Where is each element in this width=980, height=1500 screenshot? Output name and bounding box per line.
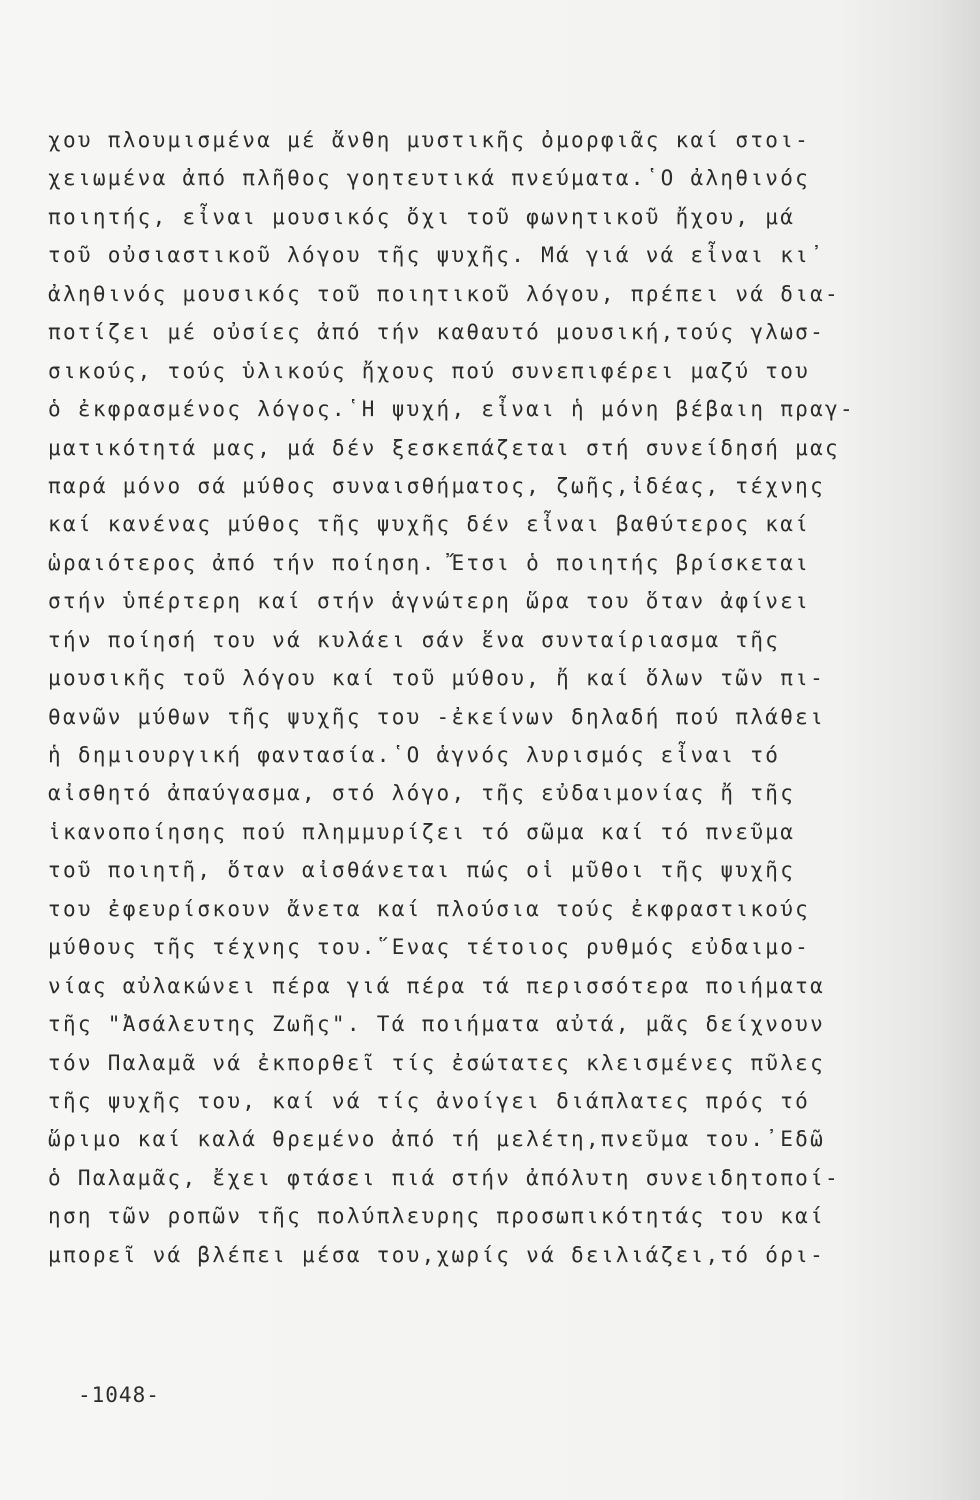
body-text [48, 121, 928, 1274]
text-line: μύθους τῆς τέχνης του.῞Ενας τέτοιος ρυθμός εὐδαιμο- [48, 935, 811, 960]
text-line: μουσικῆς τοῦ λόγου καί τοῦ μύθου, ἤ καί ὅλων τῶν πι- [48, 666, 826, 691]
text-line: παρά μόνο σά μύθος συναισθήματος, ζωῆς,ἰδέας, τέχνης [48, 473, 826, 498]
text-line: ηση τῶν ροπῶν τῆς πολύπλευρης προσωπικότητάς του καί [48, 1204, 826, 1229]
text-line: ὁ ἐκφρασμένος λόγος.῾Η ψυχή, εἶναι ἡ μόνη βέβαιη πραγ- [48, 397, 855, 422]
text-line: αἰσθητό ἀπαύγασμα, στό λόγο, τῆς εὐδαιμονίας ἤ τῆς [48, 781, 796, 806]
text-line: στήν ὑπέρτερη καί στήν ἁγνώτερη ὥρα του ὅταν ἀφίνει [48, 589, 811, 614]
text-line: μπορεῖ νά βλέπει μέσα του,χωρίς νά δειλιάζει,τό όρι- [48, 1242, 826, 1267]
text-line: τοῦ οὐσιαστικοῦ λόγου τῆς ψυχῆς. Μά γιά νά εἶναι κι᾿ [48, 243, 826, 268]
text-line: χειωμένα ἀπό πλῆθος γοητευτικά πνεύματα.῾Ο ἀληθινός [48, 166, 811, 191]
text-line: ματικότητά μας, μά δέν ξεσκεπάζεται στή συνείδησή μας [48, 435, 840, 460]
text-line: ὥριμο καί καλά θρεμένο ἀπό τή μελέτη,πνεῦμα του.᾿Εδῶ [48, 1127, 826, 1152]
text-line: τοῦ ποιητῆ, ὅταν αἰσθάνεται πώς οἱ μῦθοι τῆς ψυχῆς [48, 858, 796, 883]
page-number: -1048- [78, 1383, 160, 1407]
text-line: ποτίζει μέ οὐσίες ἀπό τήν καθαυτό μουσική,τούς γλωσ- [48, 320, 826, 345]
text-line: του ἐφευρίσκουν ἄνετα καί πλούσια τούς ἐκφραστικούς [48, 896, 811, 921]
text-line: ποιητής, εἶναι μουσικός ὄχι τοῦ φωνητικοῦ ἤχου, μά [48, 204, 796, 229]
text-line: χου πλουμισμένα μέ ἄνθη μυστικῆς ὀμορφιᾶς καί στοι- [48, 128, 811, 152]
text-line: νίας αὐλακώνει πέρα γιά πέρα τά περισσότερα ποιήματα [48, 973, 826, 998]
text-line: τήν ποίησή του νά κυλάει σάν ἕνα συνταίριασμα τῆς [48, 627, 781, 652]
text-line: ἀληθινός μουσικός τοῦ ποιητικοῦ λόγου, πρέπει νά δια- [48, 281, 840, 306]
text-line: σικούς, τούς ὑλικούς ἤχους πού συνεπιφέρει μαζύ του [48, 358, 811, 383]
text-line: τῆς ψυχῆς του, καί νά τίς ἀνοίγει διάπλατες πρός τό [48, 1088, 811, 1113]
text-line: θανῶν μύθων τῆς ψυχῆς του -ἐκείνων δηλαδή πού πλάθει [48, 704, 826, 729]
text-line: ὁ Παλαμᾶς, ἔχει φτάσει πιά στήν ἀπόλυτη συνειδητοποί- [48, 1165, 840, 1190]
text-line: ἡ δημιουργική φαντασία.῾Ο ἁγνός λυρισμός εἶναι τό [48, 743, 781, 767]
text-line: ὡραιότερος ἀπό τήν ποίηση. Ἔτσι ὁ ποιητής βρίσκεται [48, 550, 811, 575]
text-line: τόν Παλαμᾶ νά ἐκπορθεῖ τίς ἐσώτατες κλεισμένες πῦλες [48, 1050, 826, 1075]
text-line: ἱκανοποίησης πού πλημμυρίζει τό σῶμα καί τό πνεῦμα [48, 819, 796, 844]
text-line: τῆς "Ἀσάλευτης Ζωῆς". Τά ποιήματα αὐτά, μᾶς δείχνουν [48, 1012, 826, 1037]
text-line: καί κανένας μύθος τῆς ψυχῆς δέν εἶναι βαθύτερος καί [48, 512, 811, 537]
